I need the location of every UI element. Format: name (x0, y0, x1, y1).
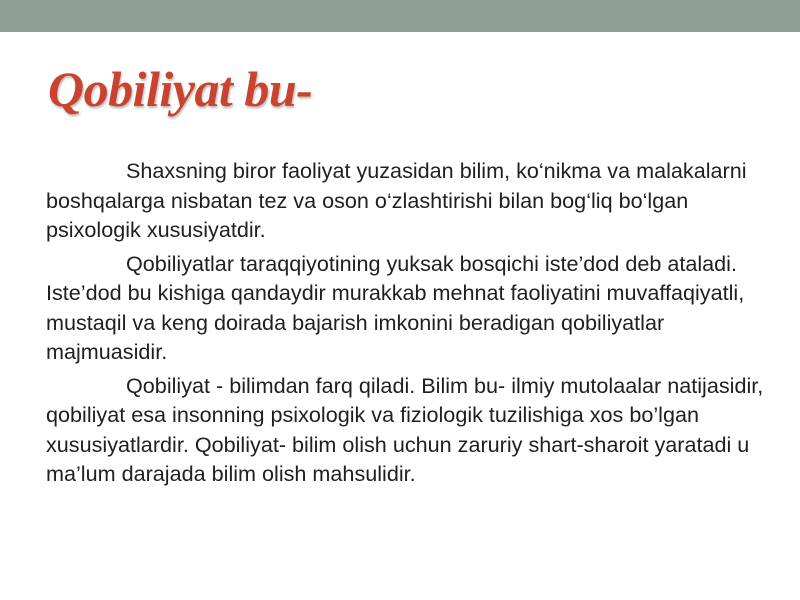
slide-body (46, 156, 766, 493)
paragraph-talent: Qobiliyatlar taraqqiyotining yuksak bosqichi iste’dod deb ataladi. Iste’dod bu kishiga qandaydir murakkab mehnat faoliyatini muvaffaqiyatli, mustaqil va keng doirada bajarish imkonini beradigan qobiliyatlar majmuasidir. (46, 250, 745, 364)
paragraph-knowledge-difference: Qobiliyat - bilimdan farq qiladi. Bilim bu- ilmiy mutolaalar natijasidir, qobiliyat esa insonning psixologik va fiziologik tuzilishiga xos bo’lgan xususiyatlardir. Qobiliyat- bilim olish uchun zaruriy shart-sharoit yaratadi u ma’lum darajada bilim olish mahsulidir. (46, 372, 764, 486)
slide-title: Qobiliyat bu- (48, 61, 313, 117)
paragraph-definition: Shaxsning biror faoliyat yuzasidan bilim, ko‘nikma va malakalarni boshqalarga nisbatan tez va oson o‘zlashtirishi bilan bog‘liq bo‘lgan psixologik xususiyatdir. (46, 158, 747, 242)
top-accent-bar (0, 0, 800, 32)
